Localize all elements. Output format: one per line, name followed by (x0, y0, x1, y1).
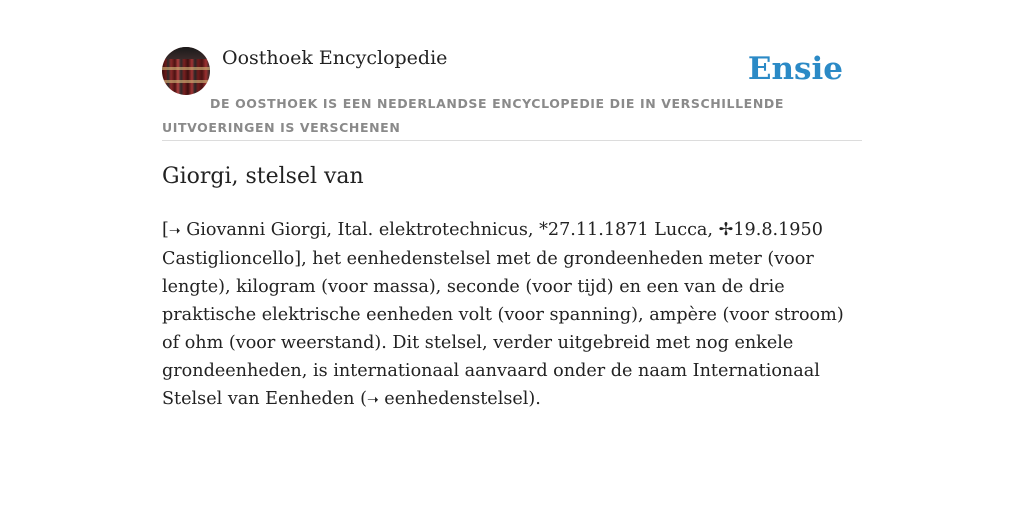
article-title: Giorgi, stelsel van (162, 164, 364, 189)
body-text-segment: 19.8.1950 Castiglioncello], het eenhedenstelsel met de grondeenheden meter (voor lengte), kilogram (voor massa), seconde (voor tijd) en een van de drie praktische elektrische eenheden volt (voor spanning), ampère (voor stroom) of ohm (voor weerstand). Dit stelsel, verder uitgebreid met nog enkele grondeenheden, is internationaal aanvaard onder de naam Internationaal Stelsel van Eenheden ( (162, 220, 844, 409)
article-body (162, 216, 866, 414)
site-tagline: DE OOSTHOEK IS EEN NEDERLANDSE ENCYCLOPEDIE DIE IN VERSCHILLENDE UITVOERINGEN IS VERSCHENEN (162, 96, 784, 135)
site-name[interactable]: Oosthoek Encyclopedie (222, 47, 448, 69)
ensie-logo-link[interactable]: Ensie (747, 51, 843, 87)
avatar-spine-band (162, 67, 210, 70)
body-text-segment: [ (162, 220, 169, 240)
avatar-shelf-shadow (162, 47, 210, 59)
death-cross-icon: ✢ (718, 220, 734, 240)
avatar-spine-band (162, 80, 210, 83)
see-also-arrow-icon: ➝ (168, 223, 181, 239)
book-spines-avatar-icon[interactable] (162, 47, 210, 95)
cross-reference-link-giovanni-giorgi[interactable]: Giovanni Giorgi (180, 220, 327, 240)
see-also-arrow-icon: ➝ (366, 392, 379, 408)
site-header (162, 46, 862, 141)
body-text-segment: , Ital. elektrotechnicus, *27.11.1871 Lucca, (326, 220, 719, 240)
body-text-segment: ). (528, 389, 541, 409)
cross-reference-link-eenhedenstelsel[interactable]: eenhedenstelsel (378, 389, 529, 409)
